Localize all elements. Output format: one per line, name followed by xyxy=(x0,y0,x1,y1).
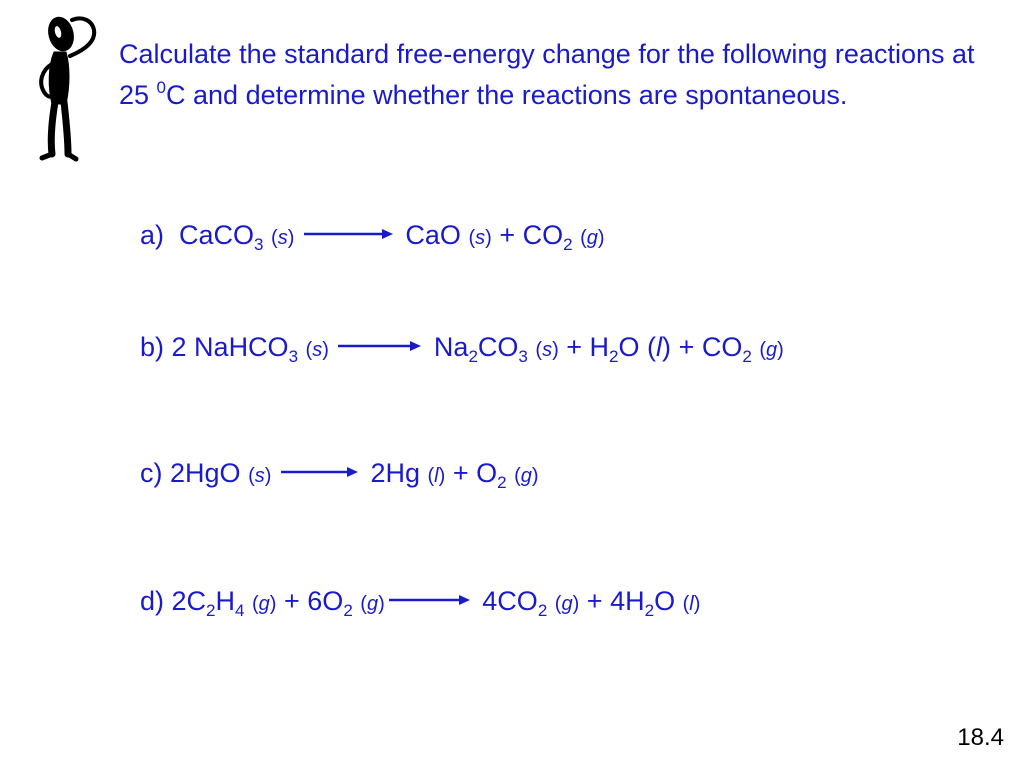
question-text xyxy=(119,34,999,116)
plus-sign: + xyxy=(678,332,695,362)
reaction-arrow-icon xyxy=(336,330,426,364)
plus-sign: + xyxy=(566,332,583,362)
reaction-label: d) xyxy=(140,586,165,616)
state-label: (s) xyxy=(468,227,492,249)
degree-superscript: 0 xyxy=(156,78,167,97)
state-label: (g) xyxy=(554,593,580,615)
question-text-part2: C and determine whether the reactions are spontaneous. xyxy=(166,80,848,110)
product: $O_2$ xyxy=(476,458,507,492)
reactant: 2 NaHCO$_3$ xyxy=(171,332,299,366)
reaction-arrow-icon xyxy=(385,584,475,618)
state-label: (s) xyxy=(305,339,329,361)
reaction-a xyxy=(140,218,605,255)
product: $H_2O$ xyxy=(589,332,640,366)
reactant: 2HgO xyxy=(170,458,241,488)
product: $4CO_2$ xyxy=(482,586,548,620)
reaction-arrow-icon xyxy=(279,456,363,490)
product: $4H_2O$ xyxy=(610,586,676,620)
plus-sign: + xyxy=(283,586,300,616)
product: CaO xyxy=(405,220,461,250)
reactant: $6O_2$ xyxy=(307,586,353,620)
state-label: (l) xyxy=(427,465,446,487)
reaction-label: c) xyxy=(140,458,163,488)
state-label: (g) xyxy=(360,593,385,615)
product: $CO_2$ xyxy=(522,220,573,254)
question-text-part1: Calculate the standard free-energy change for the following reactions at 25 xyxy=(119,39,975,110)
product: 2Hg xyxy=(370,458,420,488)
plus-sign: + xyxy=(499,220,516,250)
state-label: (s) xyxy=(248,465,272,487)
state-label: (s) xyxy=(271,227,295,249)
state-label: (g) xyxy=(514,465,539,487)
reaction-c xyxy=(140,456,539,493)
reaction-d xyxy=(140,584,700,621)
reactant: CaCO$_3$ xyxy=(179,220,264,254)
reaction-arrow-icon xyxy=(302,218,398,252)
thinking-person-icon xyxy=(14,6,110,166)
reaction-b xyxy=(140,330,784,367)
state-label: (l) xyxy=(647,332,672,362)
state-label: (g) xyxy=(252,593,277,615)
state-label: (g) xyxy=(580,227,605,249)
reaction-label: b) xyxy=(140,332,165,362)
product: $Na_2CO_3$ xyxy=(433,332,528,366)
product: $CO_2$ xyxy=(701,332,752,366)
plus-sign: + xyxy=(586,586,603,616)
state-label: (l) xyxy=(682,593,701,615)
reactant: $2C_2H_4$ xyxy=(171,586,245,620)
plus-sign: + xyxy=(452,458,469,488)
state-label: (g) xyxy=(759,339,784,361)
state-label: (s) xyxy=(535,339,559,361)
reaction-label: a) xyxy=(140,220,165,250)
page-number: 18.4 xyxy=(957,724,1004,751)
